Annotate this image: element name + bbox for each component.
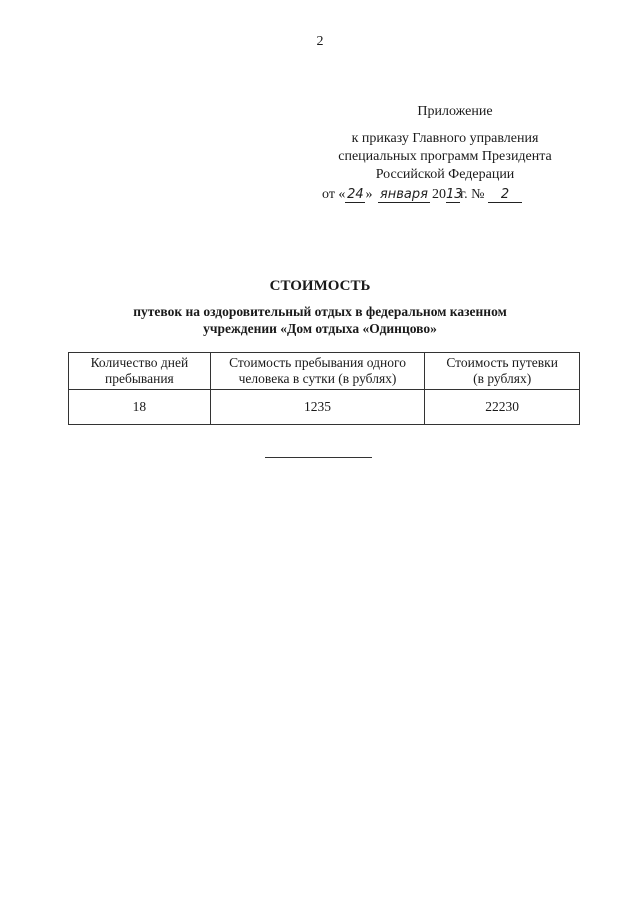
appendix-reference: [310, 130, 580, 184]
price-table: [68, 352, 580, 425]
appendix-line-3: Российской Федерации: [375, 167, 515, 182]
end-divider: [265, 457, 372, 458]
header-daily-cost-line-1: Стоимость пребывания одного: [229, 355, 406, 370]
order-quote-close: »: [365, 187, 373, 202]
header-voucher-cost-line-2: (в рублях): [473, 371, 532, 386]
header-days: [69, 353, 211, 390]
order-month-handwritten: января: [379, 187, 428, 202]
subtitle-line-2: учреждении «Дом отдыха «Одинцово»: [203, 321, 437, 336]
cell-daily-cost: 1235: [210, 390, 425, 425]
appendix-title: Приложение: [417, 104, 493, 119]
header-days-line-2: пребывания: [105, 371, 174, 386]
appendix-line-2: специальных программ Президента: [338, 149, 552, 164]
subtitle-line-1: путевок на оздоровительный отдых в федеральном казенном: [133, 304, 507, 319]
header-daily-cost: [210, 353, 425, 390]
order-year-prefix: 20: [431, 187, 446, 202]
document-title: СТОИМОСТЬ: [269, 278, 371, 294]
order-prefix: от «: [322, 187, 346, 202]
cell-days: 18: [69, 390, 211, 425]
cell-voucher-cost: 22230: [425, 390, 580, 425]
order-year-handwritten: 13: [445, 187, 463, 202]
order-day-handwritten: 24: [347, 187, 364, 202]
header-voucher-cost-line-1: Стоимость путевки: [446, 355, 558, 370]
table-header-row: [69, 353, 580, 390]
header-voucher-cost: [425, 353, 580, 390]
appendix-line-1: к приказу Главного управления: [351, 131, 539, 146]
header-days-line-1: Количество дней: [90, 355, 189, 370]
order-year-label: г. №: [459, 187, 485, 202]
order-number-handwritten: 2: [488, 188, 522, 203]
page-number: 2: [316, 34, 324, 49]
order-date-line: [322, 187, 522, 203]
document-subtitle: [100, 303, 540, 337]
table-row: [69, 390, 580, 425]
header-daily-cost-line-2: человека в сутки (в рублях): [238, 371, 397, 386]
